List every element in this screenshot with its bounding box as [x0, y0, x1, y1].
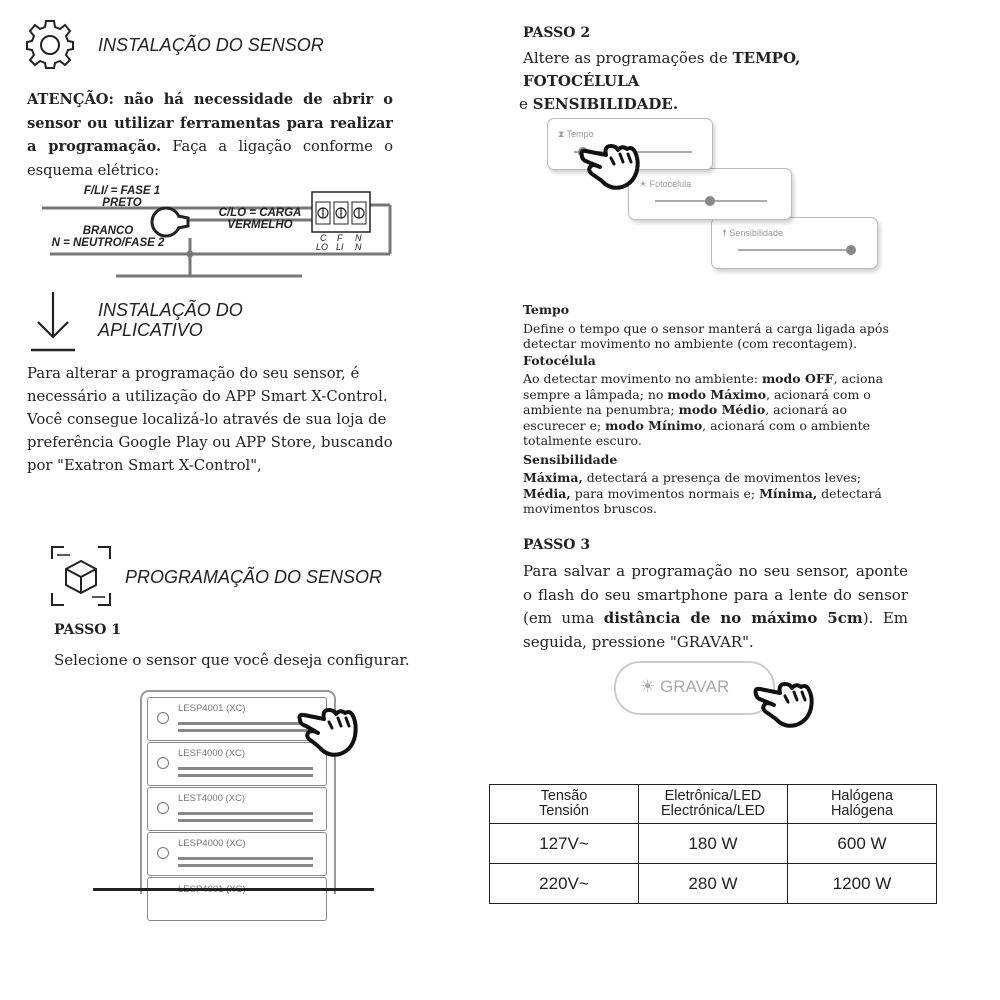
sensor-item-3[interactable]: [147, 787, 327, 831]
step2-text-prefix: Altere as programações de: [523, 49, 733, 67]
step1-text: Selecione o sensor que você deseja configurar.: [54, 651, 410, 669]
step2-sep: ,: [795, 49, 801, 67]
section-title-programming: PROGRAMAÇÃO DO SENSOR: [125, 567, 383, 587]
sensor-radio[interactable]: [157, 847, 169, 859]
tempo-title: Tempo: [523, 302, 570, 317]
gravar-button[interactable]: [614, 661, 775, 715]
foto-b2: modo Máximo: [667, 386, 767, 402]
sens-t1: detectará a presença de movimentos leves;: [582, 470, 862, 485]
divider: [93, 888, 374, 891]
warning-bold: ATENÇÃO: não há necessidade de abrir o sensor ou utilizar ferramentas para realizar a programação.: [27, 91, 393, 155]
neutral-label: [46, 225, 170, 249]
foto-t5: , acionará com o ambiente totalmente escuro.: [523, 417, 871, 448]
sensor-line: [178, 722, 313, 725]
header-line1: Halógena: [830, 788, 894, 804]
card-fotocelula[interactable]: [628, 168, 792, 220]
hand-pointer-icon: [752, 676, 816, 730]
step2-tempo: TEMPO: [732, 49, 796, 67]
card-label-text: Fotocélula: [649, 179, 692, 189]
phase-label-line1: F/LI/ = FASE 1: [83, 185, 161, 197]
header-line2: Halógena: [830, 803, 894, 819]
sensor-line: [178, 767, 313, 770]
table-cell: 220V~: [490, 864, 639, 904]
sensor-line: [178, 774, 313, 777]
neutral-label-line1: BRANCO: [82, 225, 134, 237]
foto-t3: , acionará com o ambiente na penumbra;: [523, 386, 871, 417]
table-header-row: [490, 785, 937, 824]
table-header-cell: [788, 785, 937, 824]
card-sensibilidade[interactable]: [711, 217, 878, 269]
table-cell: 1200 W: [788, 864, 937, 904]
sens-title: Sensibilidade: [523, 451, 618, 467]
terminal-bottom-lo: LO: [316, 242, 329, 252]
foto-text: [523, 371, 893, 449]
step2-sensibilidade: SENSIBILIDADE.: [532, 95, 679, 113]
card-label-text: Tempo: [566, 129, 594, 139]
foto-t2: , aciona sempre a lâmpada; no: [523, 371, 884, 402]
step1-title: PASSO 1: [54, 622, 122, 638]
step2-text: [519, 47, 903, 116]
table-cell: 600 W: [788, 824, 937, 864]
terminal-top-n: N: [355, 233, 362, 243]
section-title-sensor-install: INSTALAÇÃO DO SENSOR: [98, 35, 324, 55]
sensor-name: LESF4000 (XC): [178, 748, 246, 759]
terminal-bottom-n: N: [355, 242, 362, 252]
step3-text: [523, 560, 908, 654]
table-cell: 180 W: [639, 824, 788, 864]
wiring-diagram: [40, 180, 400, 280]
hand-pointer-icon: [296, 702, 360, 760]
step2-text-mid: e: [519, 95, 533, 113]
foto-b1: modo OFF: [761, 371, 834, 386]
hourglass-icon: ⧗: [558, 129, 565, 139]
table-row: [490, 824, 937, 864]
gravar-button-label: GRAVAR: [659, 677, 730, 696]
sensor-name: LESP4000 (XC): [178, 838, 246, 849]
person-icon: ☨: [722, 228, 727, 238]
header-line2: Tensión: [539, 803, 589, 819]
table-header-cell: [639, 785, 788, 824]
sens-b2: Média,: [523, 485, 571, 501]
card-label-sensibilidade: [722, 228, 783, 239]
tempo-text: Define o tempo que o sensor manterá a carga ligada após detectar movimento no ambiente (com recontagem).: [523, 320, 889, 351]
sensor-line: [178, 864, 313, 867]
foto-b3: modo Médio: [678, 402, 766, 417]
section-title-app-install: [98, 300, 243, 340]
foto-b4: modo Mínimo: [605, 417, 703, 433]
box-scan-icon: [50, 545, 112, 607]
gear-icon: [26, 18, 74, 70]
header-line1: Tensão: [540, 788, 588, 804]
sensor-radio[interactable]: [157, 712, 169, 724]
hand-pointer-icon: [578, 138, 642, 192]
sensor-radio[interactable]: [157, 802, 169, 814]
foto-t1: Ao detectar movimento no ambiente:: [523, 371, 762, 386]
load-label-line1: C/LO = CARGA: [218, 207, 302, 219]
step2-title: PASSO 2: [523, 25, 591, 41]
download-icon: [28, 290, 78, 354]
step3-text-bold: distância de no máximo 5cm: [603, 609, 863, 627]
table-row: [490, 864, 937, 904]
step3-title: PASSO 3: [523, 537, 591, 553]
neutral-label-line2: N = NEUTRO/FASE 2: [51, 237, 165, 249]
sens-b3: Mínima,: [759, 485, 818, 501]
sensor-name: LEST4000 (XC): [178, 793, 246, 804]
app-title-line2: APLICATIVO: [98, 320, 203, 340]
sensor-item-5[interactable]: [147, 877, 327, 921]
warning-rest: Faça a ligação conforme o esquema elétrico:: [27, 138, 393, 179]
load-label: [210, 207, 310, 231]
table-header-cell: [490, 785, 639, 824]
app-paragraph: Para alterar a programação do seu sensor, é necessário a utilização do APP Smart X-Control. Você consegue localizá-lo através de sua loja de preferência Google Play ou APP Store, buscando por "Exatron Smart X-Control",: [27, 365, 393, 474]
load-label-line2: VERMELHO: [227, 219, 293, 231]
terminal-top-f: F: [337, 233, 343, 243]
slider-sensibilidade-track[interactable]: [738, 249, 850, 251]
card-label-text: Sensibilidade: [729, 228, 783, 238]
sensor-line: [178, 729, 313, 732]
terminal-bottom-li: LI: [336, 242, 344, 252]
app-title-line1: INSTALAÇÃO DO: [98, 300, 243, 320]
sens-t3: detectará movimentos bruscos.: [523, 485, 882, 516]
header-line1: Eletrônica/LED: [664, 788, 762, 804]
step2-fotocelula: FOTOCÉLULA: [523, 72, 640, 90]
slider-fotocelula-knob[interactable]: [705, 196, 715, 206]
sun-icon: ☀: [639, 179, 648, 189]
sensor-name: LESP4001 (XC): [178, 703, 246, 714]
foto-title: Fotocélula: [523, 352, 596, 368]
sens-b1: Máxima,: [523, 470, 583, 485]
step3-text1: Para salvar a programação no seu sensor, aponte o flash do seu smartphone para a lente do sensor (em uma: [523, 562, 908, 627]
sensor-item-4[interactable]: [147, 832, 327, 876]
sun-icon: ☀: [640, 677, 656, 696]
table-cell: 280 W: [639, 864, 788, 904]
warning-paragraph: [27, 88, 393, 182]
sensor-line: [178, 857, 313, 860]
specs-table: [489, 784, 937, 904]
terminal-top-c: C: [320, 233, 327, 243]
phase-label-line2: PRETO: [102, 197, 142, 209]
sensor-line: [178, 812, 313, 815]
table-cell: 127V~: [490, 824, 639, 864]
card-label-fotocelula: [639, 179, 691, 190]
gravar-button-content: [640, 677, 729, 697]
sens-t2: para movimentos normais e;: [570, 485, 760, 501]
slider-sensibilidade-knob[interactable]: [846, 245, 856, 255]
sensor-line: [178, 819, 313, 822]
sens-text: [523, 470, 893, 517]
step2-descriptions: [523, 302, 893, 517]
phase-label: [66, 185, 178, 209]
step3-text2: ). Em seguida, pressione "GRAVAR".: [523, 609, 908, 651]
sensor-radio[interactable]: [157, 757, 169, 769]
header-line2: Electrónica/LED: [661, 803, 765, 819]
foto-t4: , acionará ao escurecer e;: [523, 402, 848, 433]
